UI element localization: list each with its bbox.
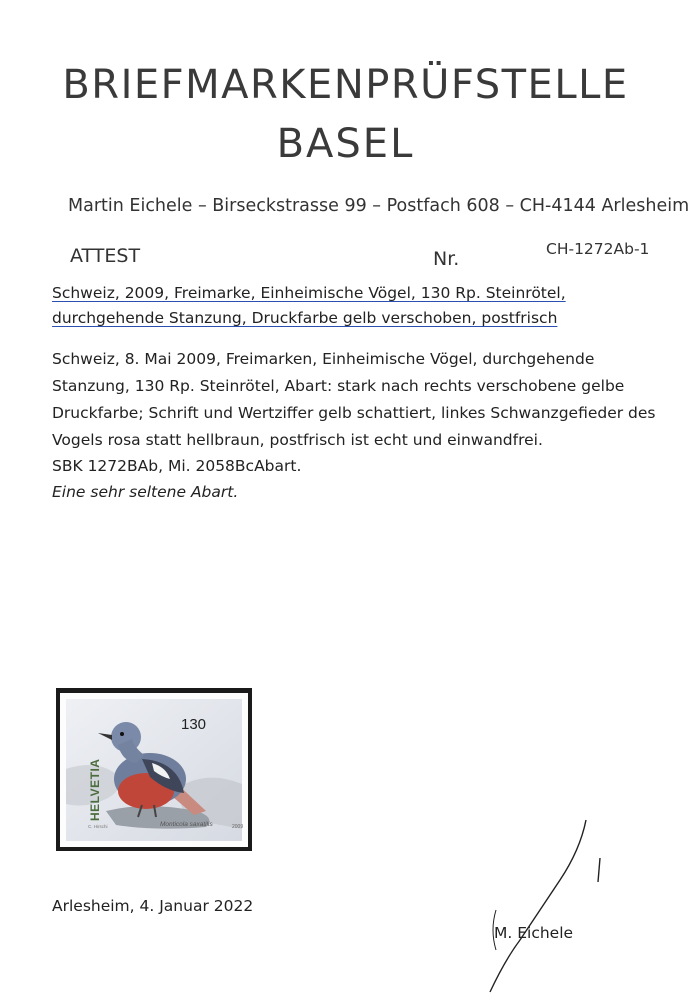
place-and-date: Arlesheim, 4. Januar 2022 [52, 897, 254, 915]
stamp-country: HELVETIA [88, 758, 102, 821]
summary-line-2: durchgehende Stanzung, Druckfarbe gelb verschoben, postfrisch [52, 309, 558, 327]
description-line-4: Vogels rosa statt hellbraun, postfrisch ist echt und einwandfrei. [52, 431, 543, 449]
stamp-face-value: 130 [181, 716, 207, 733]
stamp-species-name: Monticola saxatilis [160, 821, 213, 828]
page-title: BRIEFMARKENPRÜFSTELLE [62, 62, 629, 108]
attest-label: ATTEST [70, 245, 141, 267]
address-line: Martin Eichele – Birseckstrasse 99 – Postfach 608 – CH-4144 Arlesheim [68, 196, 690, 216]
stamp-image [60, 693, 248, 847]
rarity-note: Eine sehr seltene Abart. [52, 483, 239, 501]
page-subtitle: BASEL [276, 121, 415, 167]
certificate-number: CH-1272Ab-1 [546, 240, 650, 258]
description-line-2: Stanzung, 130 Rp. Steinrötel, Abart: stark nach rechts verschobene gelbe [52, 377, 625, 395]
summary-line-1: Schweiz, 2009, Freimarke, Einheimische Vögel, 130 Rp. Steinrötel, [52, 284, 566, 302]
stamp-year: 2009 [232, 824, 244, 830]
stamp-designer: C. Hirschi [88, 824, 108, 829]
description-line-3: Druckfarbe; Schrift und Wertziffer gelb schattiert, linkes Schwanzgefieder des [52, 404, 656, 422]
number-label: Nr. [433, 248, 460, 270]
signatory-name: M. Eichele [494, 924, 574, 942]
handwritten-signature [460, 810, 620, 1000]
catalogue-reference: SBK 1272BAb, Mi. 2058BcAbart. [52, 457, 302, 475]
description-line-1: Schweiz, 8. Mai 2009, Freimarken, Einheimische Vögel, durchgehende [52, 350, 595, 368]
